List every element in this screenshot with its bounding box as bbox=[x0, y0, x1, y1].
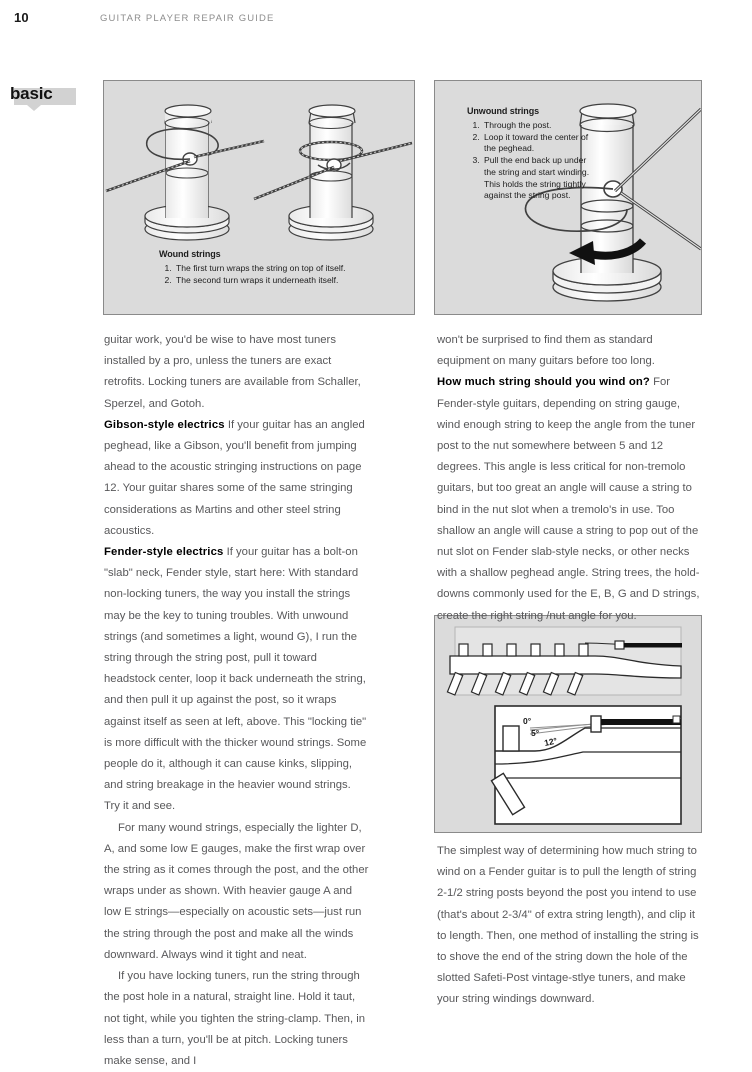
figure-wound-strings bbox=[103, 80, 415, 315]
body-column-right-upper bbox=[437, 330, 702, 627]
figure-unwound-strings bbox=[434, 80, 702, 315]
tuner-post-left bbox=[106, 105, 264, 240]
running-head-title: GUITAR PLAYER REPAIR GUIDE bbox=[100, 13, 275, 24]
paragraph-text: For Fender-style guitars, depending on string gauge, wind enough string to keep the angle from the tuner post to the nut somewhere between 5 and 12 degrees. This angle is less critical for non-tremolo guitars, but too great an angle will cause a string to bind in the nut slot when a tremolo's in use. Too shallow an angle will cause a string to pop out of the nut slot on Fender slab-style necks, or other necks with a shallow peghead angle. String trees, the hold-downs commonly used for the E, B, G and D strings, create the right string /nut angle for you. bbox=[437, 376, 700, 622]
heading-gibson-style-electrics: Gibson-style electrics bbox=[104, 418, 225, 431]
paragraph-text: If your guitar has an angled peghead, like a Gibson, you'll benefit from jumping ahead to the acoustic stringing instructions on page 12. Your guitar shares some of the same stringing considerations as Martins and other steel string acoustics. bbox=[104, 418, 365, 537]
wound-strings-caption bbox=[159, 249, 399, 287]
list-item: 1. The first turn wraps the string on top of itself. bbox=[174, 263, 399, 275]
wound-strings-illustration bbox=[104, 81, 414, 256]
angle-label-12: 12° bbox=[543, 735, 558, 748]
tuner-post-right bbox=[254, 105, 412, 240]
paragraph: For many wound strings, especially the lighter D, A, and some low E gauges, make the first wrap over the string as it comes through the post, and the other wraps under as shown. With heavier gauge A and low E strings—especially on acoustic sets—just run the string through the post and make all the winds downward. Always wind it tight and neat. bbox=[104, 821, 369, 961]
angle-label-5: 5° bbox=[531, 728, 540, 738]
wound-strings-steps bbox=[159, 263, 399, 287]
unwound-strings-steps bbox=[467, 120, 597, 202]
thumb-tab-label: basic bbox=[10, 84, 53, 103]
paragraph bbox=[104, 542, 369, 818]
list-item: 1. Through the post. bbox=[482, 120, 597, 132]
paragraph bbox=[104, 415, 369, 542]
angle-label-0: 0° bbox=[523, 716, 532, 726]
body-column-right-lower bbox=[437, 841, 702, 1011]
nut-angle-illustration bbox=[435, 616, 702, 833]
heading-how-much-string: How much string should you wind on? bbox=[437, 376, 650, 389]
heading-fender-style-electrics: Fender-style electrics bbox=[104, 546, 224, 559]
figure-nut-string-angle bbox=[434, 615, 702, 833]
unwound-strings-caption-title: Unwound strings bbox=[467, 106, 539, 116]
paragraph: If you have locking tuners, run the string through the post hole in a natural, straight line. Hold it taut, not tight, while you tighten the string-clamp. Then, in less than a turn, you'll be at pitch. Locking tuners make sense, and I bbox=[104, 970, 366, 1067]
list-item: 3. Pull the end back up under the string and start winding. This holds the string tightly against the string post. bbox=[482, 155, 597, 201]
thumb-tab-basic bbox=[10, 82, 84, 108]
paragraph: The simplest way of determining how much string to wind on a Fender guitar is to pull the length of string 2-1/2 string posts beyond the post you intend to use (that's about 2-3/4" of extra string length), and clip it to length. Then, one method of installing the string is to shove the end of the string down the hole of the slotted Safeti-Post vintage-stlye tuners, and make your string windings downward. bbox=[437, 845, 699, 1006]
page-number: 10 bbox=[14, 10, 29, 25]
paragraph: guitar work, you'd be wise to have most tuners installed by a pro, unless the tuners are exact retrofits. Locking tuners are available from Schaller, Sperzel, and Gotoh. bbox=[104, 334, 361, 410]
paragraph: won't be surprised to find them as standard equipment on many guitars before too long. bbox=[437, 334, 655, 368]
peghead-top-view bbox=[447, 627, 682, 695]
peghead-side-view bbox=[491, 706, 681, 824]
paragraph-text: If your guitar has a bolt-on "slab" neck, Fender style, start here: With standard non-locking tuners, the way you install the strings may be the key to tuning troubles. With unwound strings (and sometimes a light, wound G), I run the string through the string post, pull it toward headstock center, loop it back underneath the string, and then pull it up against the post, so it wraps against itself as seen at left, above. This "locking tie" is more difficult with the thicker wound strings. Some people do it, although it can cause kinks, slipping, and string breakage in the heavier wound strings. Try it and see. bbox=[104, 546, 367, 813]
wound-strings-caption-title: Wound strings bbox=[159, 249, 221, 259]
body-column-left bbox=[104, 330, 369, 1072]
unwound-strings-caption bbox=[467, 106, 597, 202]
paragraph bbox=[437, 372, 702, 626]
list-item: 2. The second turn wraps it underneath itself. bbox=[174, 275, 399, 287]
list-item: 2. Loop it toward the center of the peghead. bbox=[482, 132, 597, 155]
